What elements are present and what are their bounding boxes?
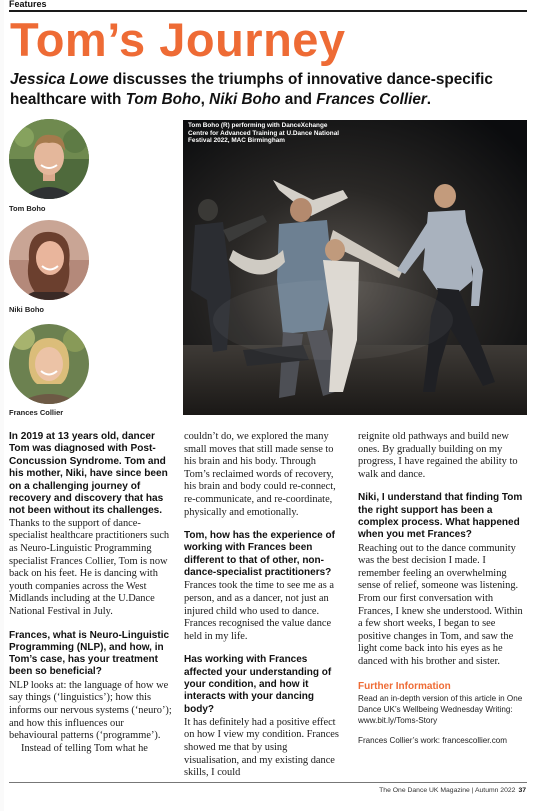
body-paragraph: Instead of telling Tom what he: [21, 742, 148, 754]
portrait-niki-icon: [9, 220, 89, 300]
question-heading: Niki, I understand that finding Tom the right support has been a complex process. What happened when you met Frances?: [358, 492, 523, 541]
portrait-tom-icon: [9, 119, 89, 199]
body-paragraph: couldn’t do, we explored the many small moves that still made sense to his brain and his body. Through Tom’s reclaimed words of recovery, his brain and body could re-connect, re-communicate, and re-coordinate, physically and emotionally.: [184, 431, 336, 518]
body-paragraph: NLP looks at: the language of how we say things (‘linguistics’); how this informs our nervous systems (‘neuro’); and how this influences our behavioural patterns (‘programme’).: [9, 679, 172, 742]
question-heading: Tom, how has the experience of working with Frances been different to that of other, non-dance-specialist practitioners?: [184, 530, 335, 579]
body-paragraph: Reaching out to the dance community was the best decision I made. I remember feeling an overwhelming sense of relief, someone was listening. From our first conversation with Frances, I knew she understood. Within a few short weeks, I began to see positive changes in Tom, and saw the light come back into his eyes as he danced with his brother and sister.: [358, 542, 523, 667]
lead-paragraph: In 2019 at 13 years old, dancer Tom was diagnosed with Post-Concussion Syndrome. Tom and his mother, Niki, have since been on a challenging journey of recovery and discovery that has not been without its challenges.: [9, 431, 168, 517]
caption-tom: Tom Boho: [9, 204, 46, 213]
column-1: [9, 431, 174, 755]
section-label: Features: [9, 0, 47, 9]
page-footer: [379, 787, 526, 794]
further-info-heading: Further Information: [358, 680, 451, 692]
photo-caption: Tom Boho (R) performing with DanceXchange Centre for Advanced Training at U.Dance National Festival 2022, MAC Birmingham: [188, 122, 340, 145]
footer-text: The One Dance UK Magazine | Autumn 2022: [379, 787, 516, 794]
page-edge: [0, 0, 4, 811]
portrait-frances-icon: [9, 324, 89, 404]
caption-frances: Frances Collier: [9, 408, 64, 417]
column-2: [184, 431, 344, 780]
body-paragraph: It has definitely had a positive effect on how I view my condition. Frances showed me that by using visualisation, and my existing dance skills, I could: [184, 716, 339, 779]
dance-photo: [183, 120, 527, 415]
section-divider: [9, 10, 527, 12]
caption-niki: Niki Boho: [9, 305, 44, 314]
page-number: 37: [518, 787, 526, 794]
further-info-website[interactable]: Frances Collier’s work: francescollier.com: [358, 736, 508, 746]
body-paragraph: reignite old pathways and build new ones. By gradually building on my progress, I have regained the ability to walk and dance.: [358, 431, 518, 480]
column-3: [358, 431, 526, 746]
page-title: Tom’s Journey: [10, 13, 346, 66]
author-name: Jessica Lowe: [10, 71, 109, 88]
question-heading: Frances, what is Neuro-Linguistic Programming (NLP), and how, in Tom’s case, has your treatment been so beneficial?: [9, 629, 170, 678]
body-paragraph: Thanks to the support of dance-specialist healthcare practitioners such as Neuro-Linguistic Programming specialist Frances Collier, Tom is now back on his feet. He is dancing with youth companies across the West Midlands including at the U.Dance National Festival in July.: [9, 517, 170, 617]
further-info-link[interactable]: Read an in-depth version of this article in One Dance UK’s Wellbeing Wednesday Writing: www.bit.ly/Toms-Story: [358, 694, 523, 726]
question-heading: Has working with Frances affected your understanding of your condition, and how it interacts with your dancing body?: [184, 654, 332, 715]
footer-divider: [9, 782, 527, 783]
standfirst: Jessica Lowe discusses the triumphs of innovative dance-specific healthcare with Tom Boho, Niki Boho and Frances Collier.: [10, 71, 493, 108]
body-paragraph: Frances took the time to see me as a person, and as a dancer, not just an injured child who used to dance. Frances recognised the value dance held in my life.: [184, 580, 335, 642]
